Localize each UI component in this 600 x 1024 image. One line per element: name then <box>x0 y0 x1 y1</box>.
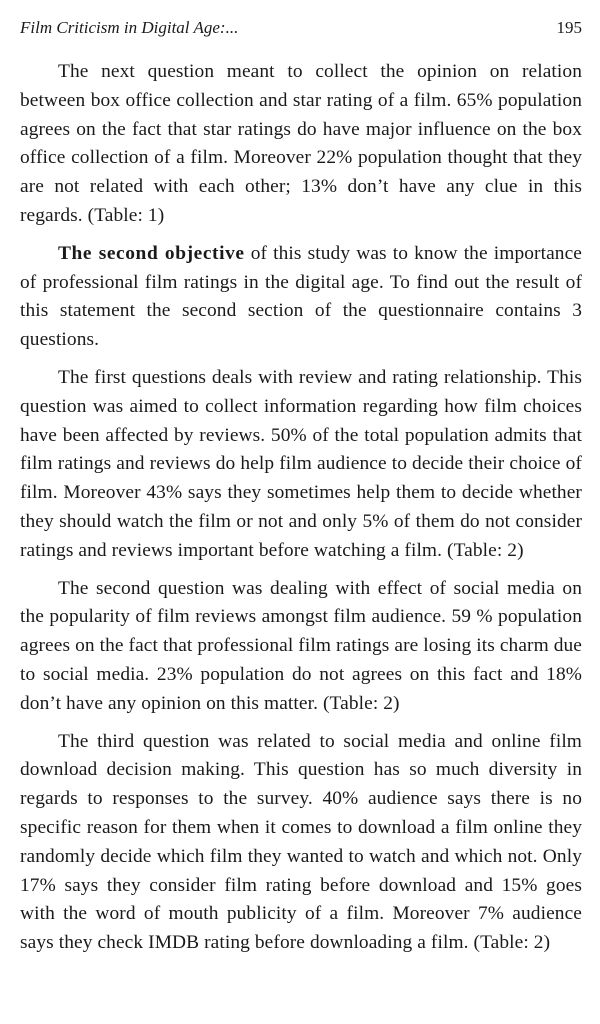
second-objective-heading: The second objective <box>58 242 245 264</box>
paragraph-box-office-star-rating <box>20 58 582 231</box>
running-header <box>20 0 582 36</box>
body-text <box>20 58 582 958</box>
paragraph-text: of this study was to know the importance of professional film ratings in the digital age. To find out the result of this statement the second section of the questionnaire contains 3 questions. <box>20 242 582 351</box>
paragraph-text: The first questions deals with review and rating relationship. This question was aimed to collect information regarding how film choices have been affected by reviews. 50% of the total population admits that film ratings and reviews do help film audience to decide their choice of film. Moreover 43% says they sometimes help them to decide whether they should watch the film or not and only 5% of them do not consider ratings and reviews important before watching a film. (Table: 2) <box>20 366 582 561</box>
paragraph-text: The next question meant to collect the opinion on relation between box office collection and star rating of a film. 65% population agrees on the fact that star ratings do have major influence on the box office collection of a film. Moreover 22% population thought that they are not related with each other; 13% don’t have any clue in this regards. (Table: 1) <box>20 61 582 226</box>
paragraph-text: The second question was dealing with effect of social media on the popularity of film reviews amongst film audience. 59 % population agrees on the fact that professional film ratings are losing its charm due to social media. 23% population do not agrees on this fact and 18% don’t have any opinion on this matter. (Table: 2) <box>20 577 583 714</box>
paragraph-text: The third question was related to social media and online film download decision making. This question has so much diversity in regards to responses to the survey. 40% audience says there is no specific reason for them when it comes to download a film online they randomly decide which film they wanted to watch and which not. Only 17% says they consider film rating before download and 15% goes with the word of mouth publicity of a film. Moreover 7% audience says they check IMDB rating before downloading a film. (Table: 2) <box>20 730 582 954</box>
page-number: 195 <box>556 18 582 37</box>
paragraph-review-rating-relationship <box>20 364 582 566</box>
paragraph-second-objective <box>20 240 582 355</box>
running-title: Film Criticism in Digital Age:... <box>20 18 239 37</box>
paragraph-online-download-decision <box>20 728 582 958</box>
paragraph-social-media-reviews <box>20 575 582 719</box>
